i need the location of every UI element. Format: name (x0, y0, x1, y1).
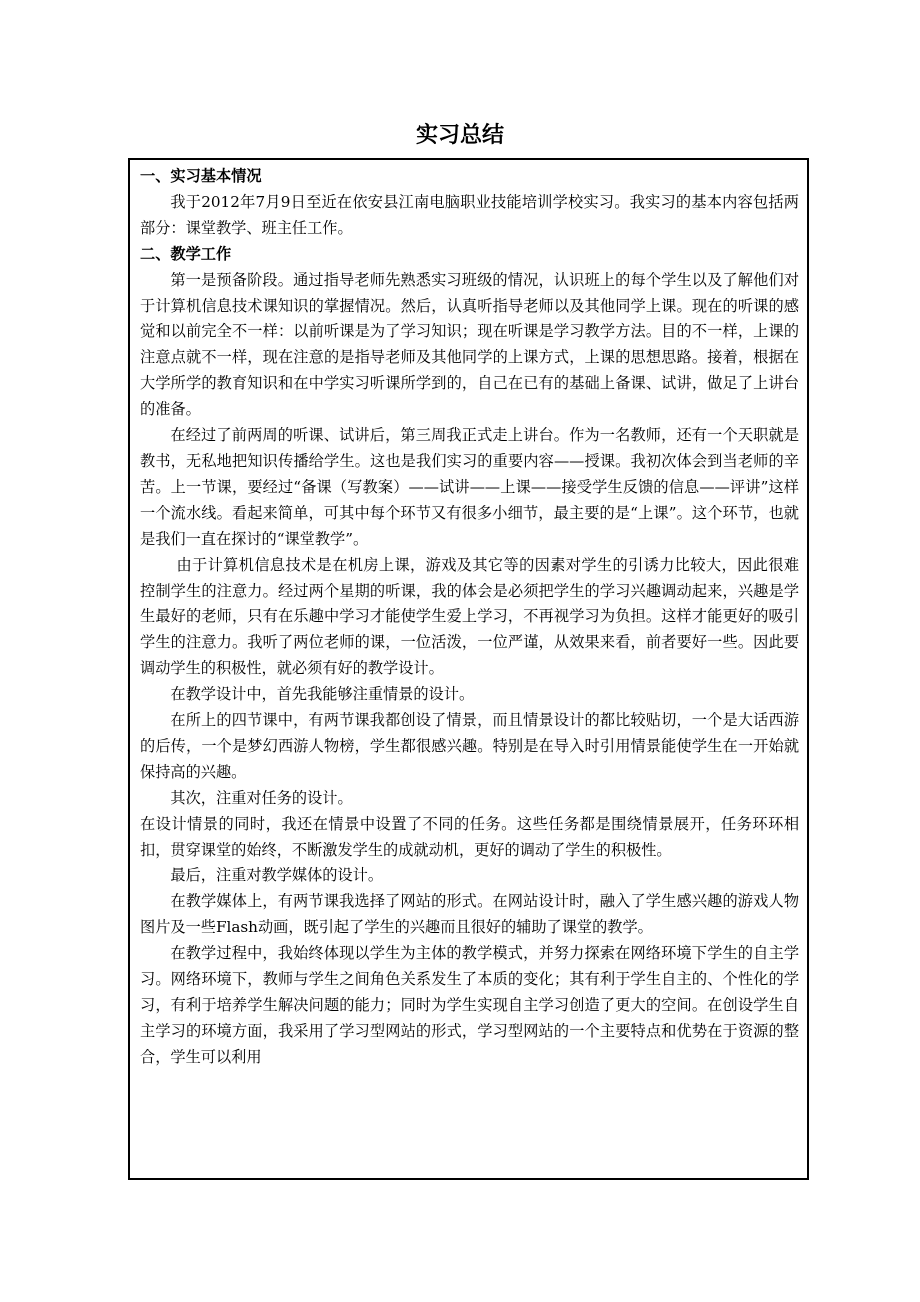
paragraph: 在教学过程中，我始终体现以学生为主体的教学模式，并努力探索在网络环境下学生的自主学习。网络环境下，教师与学生之间角色关系发生了本质的变化；其有利于学生自主的、个性化的学习，有利于培养学生解决问题的能力；同时为学生实现自主学习创造了更大的空间。在创设学生自主学习的环境方面，我采用了学习型网站的形式，学习型网站的一个主要特点和优势在于资源的整合，学生可以利用 (140, 944, 799, 1066)
paragraph: 在教学设计中，首先我能够注重情景的设计。 (170, 685, 475, 704)
paragraph: 在教学媒体上，有两节课我选择了网站的形式。在网站设计时，融入了学生感兴趣的游戏人物图片及一些Flash动画，既引起了学生的兴趣而且很好的辅助了课堂的教学。 (140, 892, 799, 937)
document-title: 实习总结 (415, 122, 504, 148)
paragraph: 第一是预备阶段。通过指导老师先熟悉实习班级的情况，认识班上的每个学生以及了解他们对于计算机信息技术课知识的掌握情况。然后，认真听指导老师以及其他同学上课。现在的听课的感觉和以前完全不一样：以前听课是为了学习知识；现在听课是学习教学方法。目的不一样，上课的注意点就不一样，现在注意的是指导老师及其他同学的上课方式，上课的思想思路。接着，根据在大学所学的教育知识和在中学实习听课所学到的，自己在已有的基础上备课、试讲，做足了上讲台的准备。 (140, 270, 799, 419)
paragraph: 最后，注重对教学媒体的设计。 (170, 866, 384, 885)
paragraph: 在设计情景的同时，我还在情景中设置了不同的任务。这些任务都是围绕情景展开，任务环环相扣，贯穿课堂的始终，不断激发学生的成就动机，更好的调动了学生的积极性。 (140, 814, 799, 859)
paragraph: 在经过了前两周的听课、试讲后，第三周我正式走上讲台。作为一名教师，还有一个天职就是教书，无私地把知识传播给学生。这也是我们实习的重要内容——授课。我初次体会到当老师的辛苦。上一节课，要经过“备课（写教案）——试讲——上课——接受学生反馈的信息——评讲”这样一个流水线。看起来简单，可其中每个环节又有很多小细节，最主要的是“上课”。这个环节，也就是我们一直在探讨的“课堂教学”。 (140, 426, 799, 548)
section-heading-teaching: 二、教学工作 (140, 244, 232, 263)
section-heading-basic-info: 一、实习基本情况 (140, 167, 262, 185)
content-box (128, 158, 809, 1180)
paragraph: 其次，注重对任务的设计。 (170, 788, 353, 807)
paragraph: 由于计算机信息技术是在机房上课，游戏及其它等的因素对学生的引诱力比较大，因此很难控制学生的注意力。经过两个星期的听课，我的体会是必须把学生的学习兴趣调动起来，兴趣是学生最好的老师，只有在乐趣中学习才能使学生爱上学习，不再视学习为负担。这样才能更好的吸引学生的注意力。我听了两位老师的课，一位活泼，一位严谨，从效果来看，前者要好一些。因此要调动学生的积极性，就必须有好的教学设计。 (140, 555, 799, 678)
paragraph: 我于2012年7月9日至近在依安县江南电脑职业技能培训学校实习。我实习的基本内容包括两部分：课堂教学、班主任工作。 (140, 192, 799, 237)
paragraph: 在所上的四节课中，有两节课我都创设了情景，而且情景设计的都比较贴切，一个是大话西游的后传，一个是梦幻西游人物榜，学生都很感兴趣。特别是在导入时引用情景能使学生在一开始就保持高的兴趣。 (140, 711, 799, 781)
